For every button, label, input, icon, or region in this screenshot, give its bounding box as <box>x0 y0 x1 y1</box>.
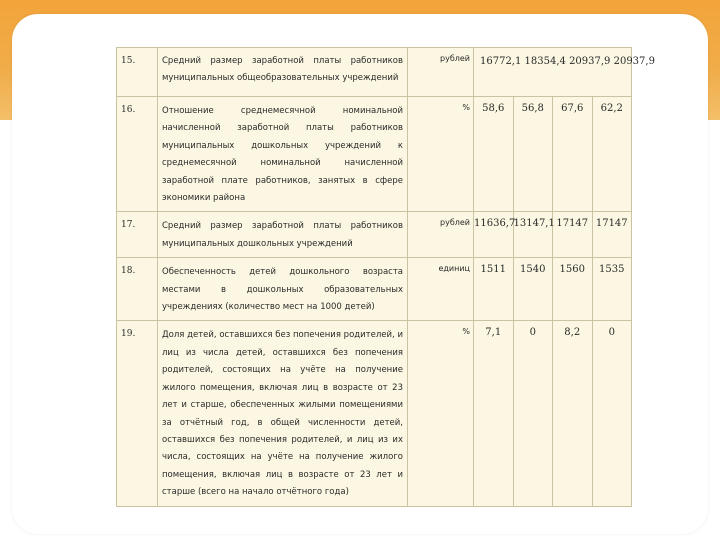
unit-cell: % <box>408 97 474 212</box>
row-number: 18. <box>117 258 158 321</box>
table-row <box>117 258 632 321</box>
indicators-table <box>116 47 655 507</box>
indicator-name: Отношение среднемесячной номинальной начисленной заработной платы работников муниципальных дошкольных учреждений к среднемесячной номинальной начисленной заработной плате работников, занятых в сфере экономики района <box>158 97 408 212</box>
unit-cell: рублей <box>408 48 474 97</box>
value-cell: 56,8 <box>513 97 553 212</box>
row-number: 17. <box>117 212 158 258</box>
value-cell: 58,6 <box>474 97 514 212</box>
value-cell: 1560 <box>553 258 593 321</box>
values-line: 16772,1 18354,4 20937,9 20937,9 <box>474 48 632 97</box>
value-cell: 1540 <box>513 258 553 321</box>
row-number: 19. <box>117 321 158 506</box>
value-cell: 11636,7 <box>474 212 514 258</box>
row-number: 15. <box>117 48 158 97</box>
value-cell: 13147,1 <box>513 212 553 258</box>
indicator-name: Средний размер заработной платы работников муниципальных общеобразовательных учреждений <box>158 48 408 97</box>
indicator-name: Средний размер заработной платы работников муниципальных дошкольных учреждений <box>158 212 408 258</box>
unit-cell: единиц <box>408 258 474 321</box>
value-cell: 17147 <box>592 212 632 258</box>
value-cell: 17147 <box>553 212 593 258</box>
indicator-name: Доля детей, оставшихся без попечения родителей, и лиц из числа детей, оставшихся без попечения родителей, состоящих на учёте на получение жилого помещения, включая лиц в возрасте от 23 лет и старше, обеспеченных жилыми помещениями за отчётный год, в общей численности детей, оставшихся без попечения родителей, и лиц из их числа, состоящих на учёте на получение жилого помещения, включая лиц в возрасте от 23 лет и старше (всего на начало отчётного года) <box>158 321 408 506</box>
unit-cell: рублей <box>408 212 474 258</box>
row-number: 16. <box>117 97 158 212</box>
unit-cell: % <box>408 321 474 506</box>
value-cell: 7,1 <box>474 321 514 506</box>
value-cell: 1535 <box>592 258 632 321</box>
table-row <box>117 97 632 212</box>
value-cell: 0 <box>592 321 632 506</box>
value-cell: 67,6 <box>553 97 593 212</box>
table-row <box>117 212 632 258</box>
indicator-name: Обеспеченность детей дошкольного возраста местами в дошкольных образовательных учреждениях (количество мест на 1000 детей) <box>158 258 408 321</box>
table-row <box>117 321 632 506</box>
table-row <box>117 48 632 97</box>
value-cell: 8,2 <box>553 321 593 506</box>
value-cell: 1511 <box>474 258 514 321</box>
value-cell: 62,2 <box>592 97 632 212</box>
value-cell: 0 <box>513 321 553 506</box>
